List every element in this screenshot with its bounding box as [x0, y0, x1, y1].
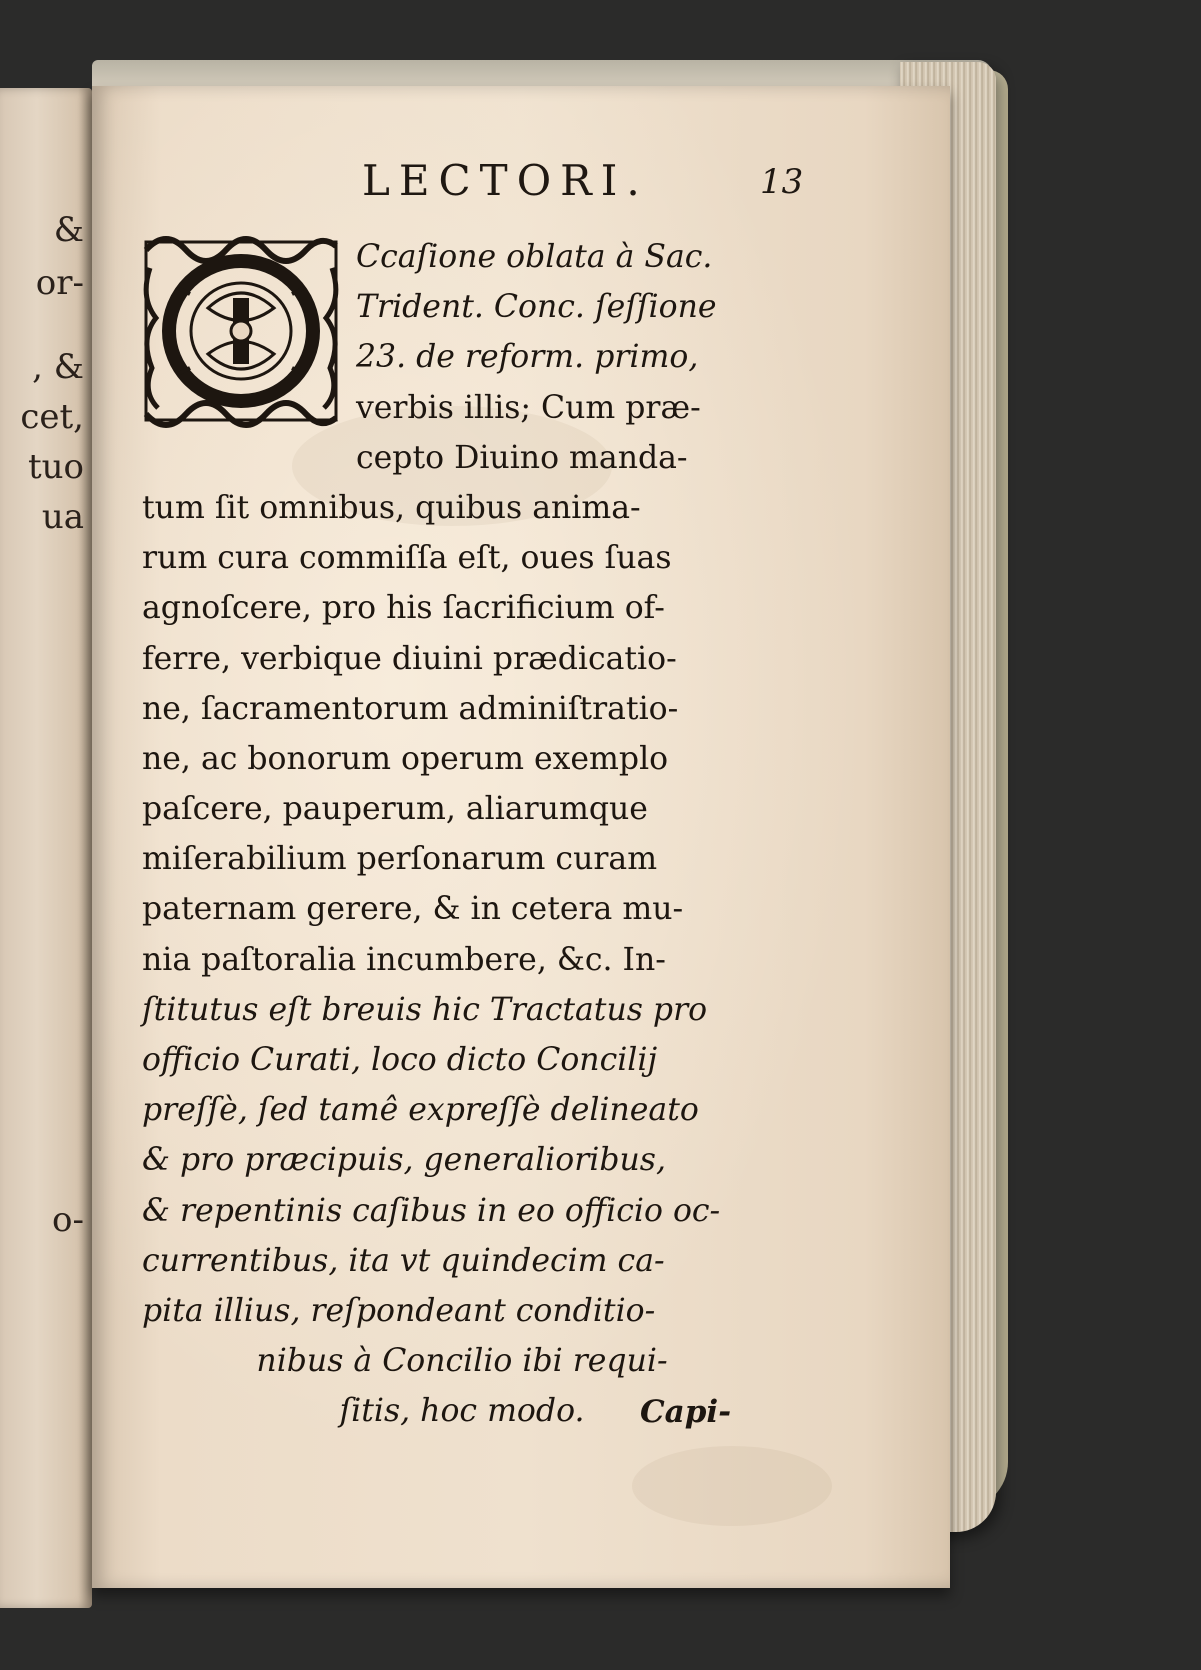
text-line: ſtitutus eſt breuis hic Tractatus pro [142, 991, 708, 1028]
page-header [272, 156, 812, 216]
body-text [142, 232, 782, 1437]
text-line: cepto Diuino manda- [356, 439, 688, 476]
text-line: ne, ſacramentorum adminiſtratio- [142, 690, 679, 727]
facing-page-fragment: or- [35, 263, 84, 303]
text-line: ferre, verbique diuini prædicatio- [142, 640, 677, 677]
text-line: & pro præcipuis, generalioribus, [142, 1142, 666, 1179]
text-line: paſcere, pauperum, aliarumque [142, 791, 648, 828]
text-line: & repentinis caſibus in eo officio oc- [142, 1192, 721, 1229]
text-line: ſitis, hoc modo. [339, 1393, 585, 1430]
text-line: paternam gerere, & in cetera mu- [142, 891, 684, 928]
running-title: LECTORI. [362, 156, 649, 205]
text-line: 23. de reform. primo, [356, 339, 699, 376]
text-line: preſſè, ſed tamê expreſſè delineato [142, 1092, 699, 1129]
text-line: tum ſit omnibus, quibus anima- [142, 489, 641, 526]
book-page [92, 86, 950, 1588]
facing-page-fragment: , & [32, 347, 84, 387]
page-number: 13 [760, 162, 804, 202]
text-line: Trident. Conc. ſeſſione [356, 289, 717, 326]
text-line: officio Curati, loco dicto Concilij [142, 1042, 658, 1078]
facing-page-fragment: o- [52, 1200, 84, 1240]
facing-page-fragment: & [53, 210, 84, 250]
text-line: rum cura commiſſa eſt, oues ſuas [142, 540, 672, 577]
text-line: currentibus, ita vt quindecim ca- [142, 1242, 665, 1279]
text-line: Ccaſione oblata à Sac. [356, 239, 713, 275]
text-line: nia paſtoralia incumbere, &c. In- [142, 941, 666, 978]
text-line: agnoſcere, pro his ſacrificium of- [142, 590, 665, 627]
facing-page [0, 88, 92, 1608]
facing-page-fragment: ua [41, 497, 84, 537]
text-line: miſerabilium perſonarum curam [142, 841, 658, 878]
facing-page-fragment: cet, [20, 397, 84, 437]
page-stain [632, 1446, 832, 1526]
text-line: ne, ac bonorum operum exemplo [142, 740, 669, 777]
text-line: pita illius, reſpondeant conditio- [142, 1292, 656, 1329]
text-line: verbis illis; Cum præ- [356, 389, 701, 426]
catchword: Capi- [640, 1394, 732, 1430]
facing-page-fragment: tuo [27, 447, 84, 487]
text-line: nibus à Concilio ibi requi- [256, 1343, 668, 1380]
